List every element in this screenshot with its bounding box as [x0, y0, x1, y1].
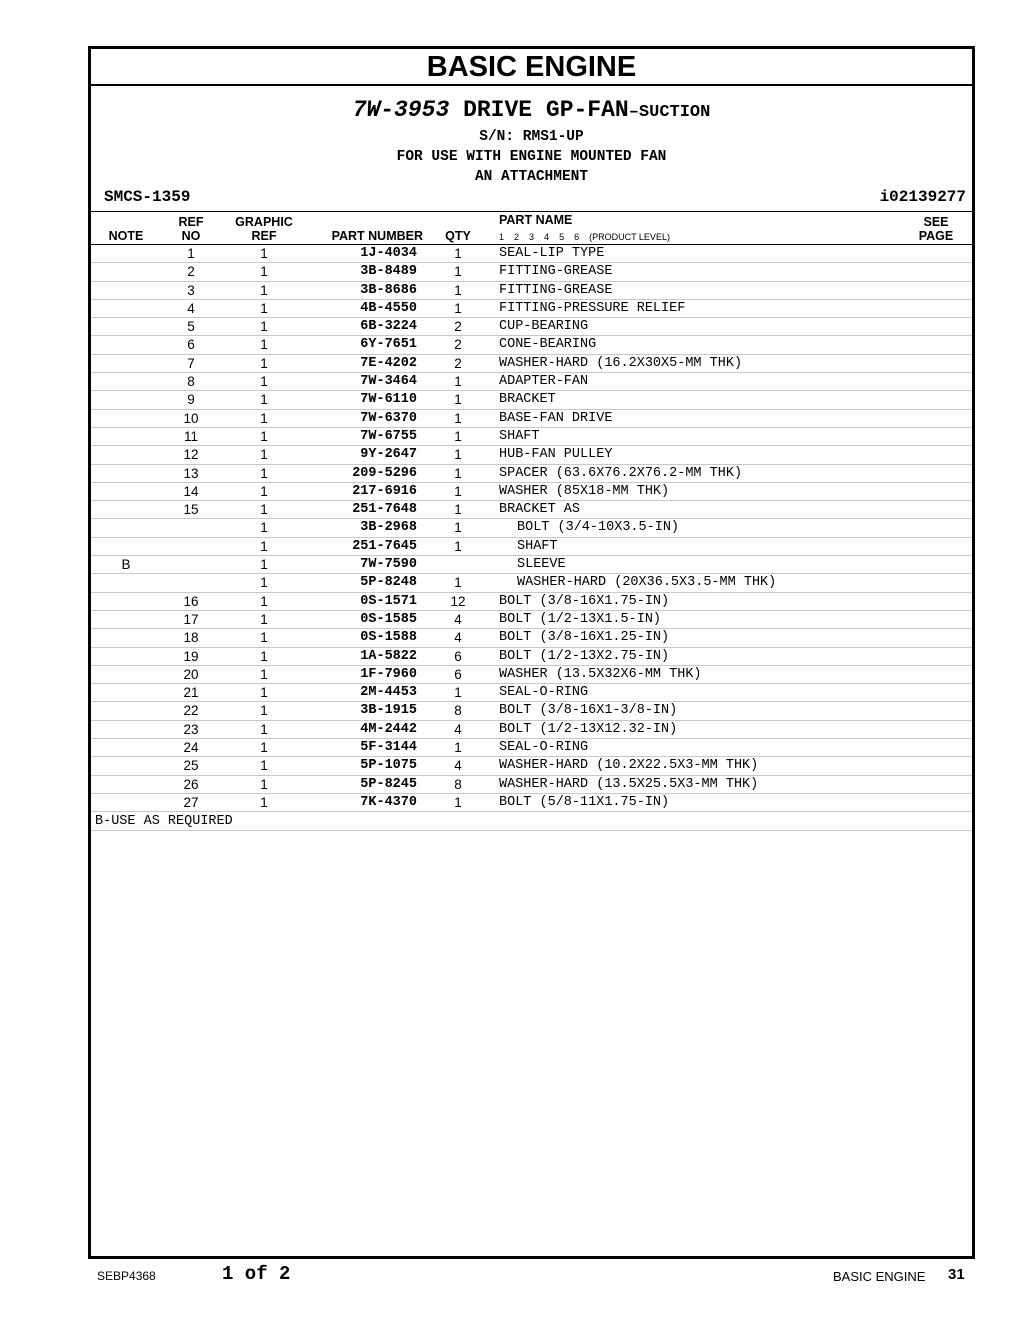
- group-title: [91, 96, 972, 127]
- cell-graphic-ref: 1: [260, 483, 268, 499]
- cell-graphic-ref: 1: [260, 703, 268, 719]
- cell-part-name: BOLT (3/4-10X3.5-IN): [517, 520, 680, 536]
- cell-qty: 1: [454, 374, 462, 390]
- table-row: [91, 483, 972, 501]
- header-part-number: PART NUMBER: [331, 229, 423, 243]
- table-row: [91, 391, 972, 409]
- cell-part-name: SLEEVE: [517, 557, 566, 573]
- cell-part-name: BRACKET AS: [499, 502, 581, 518]
- cell-graphic-ref: 1: [260, 355, 268, 371]
- cell-qty: 8: [454, 703, 462, 719]
- table-row: [91, 757, 972, 775]
- cell-part-name: FITTING-PRESSURE RELIEF: [499, 300, 686, 316]
- cell-part-name: BOLT (3/8-16X1.75-IN): [499, 593, 670, 609]
- table-row: [91, 794, 972, 812]
- group-part-number: 7W-3953: [352, 97, 450, 123]
- footer-section: BASIC ENGINE: [833, 1269, 926, 1284]
- cell-graphic-ref: 1: [260, 246, 268, 261]
- header-see-line1: SEE: [923, 215, 949, 229]
- cell-qty: 1: [454, 465, 462, 481]
- cell-graphic-ref: 1: [260, 520, 268, 536]
- cell-part-name: SHAFT: [499, 428, 540, 444]
- serial-number: S/N: RMS1-UP: [479, 129, 584, 145]
- cell-ref-no: 13: [183, 465, 199, 481]
- cell-graphic-ref: 1: [260, 557, 268, 573]
- page-frame: [88, 46, 975, 1259]
- cell-ref-no: 12: [183, 447, 199, 463]
- header-ref-no: [165, 215, 217, 243]
- cell-part-number: 0S-1571: [360, 593, 417, 609]
- header-graphic-line1: GRAPHIC: [235, 215, 293, 229]
- table-row: [91, 428, 972, 446]
- cell-part-name: WASHER-HARD (16.2X30X5-MM THK): [499, 355, 743, 371]
- cell-part-number: 7W-6755: [360, 428, 417, 444]
- cell-qty: 1: [454, 447, 462, 463]
- cell-part-number: 0S-1588: [360, 630, 417, 646]
- cell-part-name: SHAFT: [517, 538, 558, 554]
- header-ref-no-line2: NO: [181, 229, 201, 243]
- table-row: [91, 519, 972, 537]
- cell-ref-no: 14: [183, 483, 199, 499]
- cell-ref-no: 9: [187, 392, 195, 408]
- table-row: [91, 355, 972, 373]
- cell-part-name: BOLT (1/2-13X2.75-IN): [499, 648, 670, 664]
- cell-part-name: SEAL-O-RING: [499, 740, 589, 756]
- cell-part-name: HUB-FAN PULLEY: [499, 447, 613, 463]
- cell-graphic-ref: 1: [260, 611, 268, 627]
- table-row: [91, 702, 972, 720]
- page-footer: [0, 1262, 1020, 1292]
- usage-line-2: AN ATTACHMENT: [474, 169, 589, 185]
- cell-part-number: 1F-7960: [360, 666, 417, 682]
- cell-graphic-ref: 1: [260, 721, 268, 737]
- cell-part-number: 5P-1075: [360, 758, 417, 774]
- cell-qty: 8: [454, 776, 462, 792]
- cell-graphic-ref: 1: [260, 337, 268, 353]
- cell-ref-no: 5: [187, 319, 195, 335]
- cell-graphic-ref: 1: [260, 648, 268, 664]
- column-headers: [91, 212, 972, 245]
- cell-graphic-ref: 1: [260, 575, 268, 591]
- header-graphic-ref: [227, 215, 301, 243]
- cell-graphic-ref: 1: [260, 392, 268, 408]
- cell-part-number: 7K-4370: [360, 794, 417, 810]
- cell-qty: 1: [454, 740, 462, 756]
- cell-ref-no: 23: [183, 721, 199, 737]
- header-ref-no-line1: REF: [178, 215, 204, 229]
- table-row: [91, 739, 972, 757]
- cell-part-number: 1A-5822: [360, 648, 417, 664]
- cell-ref-no: 10: [183, 410, 199, 426]
- cell-ref-no: 16: [183, 593, 199, 609]
- cell-part-number: 9Y-2647: [360, 447, 417, 463]
- table-row: [91, 465, 972, 483]
- table-row: [91, 501, 972, 519]
- cell-qty: 1: [454, 428, 462, 444]
- cell-graphic-ref: 1: [260, 593, 268, 609]
- illustration-id: i02139277: [879, 188, 966, 206]
- cell-ref-no: 18: [183, 630, 199, 646]
- table-row: [91, 574, 972, 592]
- cell-ref-no: 27: [183, 794, 199, 810]
- cell-graphic-ref: 1: [260, 794, 268, 810]
- level-4: 4: [544, 232, 550, 242]
- cell-qty: 1: [454, 520, 462, 536]
- cell-qty: 1: [454, 282, 462, 298]
- cell-part-name: FITTING-GREASE: [499, 282, 613, 298]
- header-product-levels: [499, 230, 680, 244]
- cell-note: B: [121, 557, 131, 573]
- header-qty: QTY: [445, 229, 471, 243]
- cell-part-number: 0S-1585: [360, 611, 417, 627]
- table-row: [91, 446, 972, 464]
- cell-qty: 1: [454, 794, 462, 810]
- smcs-row: [91, 182, 972, 212]
- cell-part-name: BOLT (1/2-13X1.5-IN): [499, 611, 662, 627]
- header-graphic-line2: REF: [251, 229, 277, 243]
- group-suffix: –SUCTION: [628, 103, 711, 122]
- cell-qty: 1: [454, 300, 462, 316]
- cell-part-name: WASHER-HARD (20X36.5X3.5-MM THK): [517, 575, 777, 591]
- cell-part-number: 6B-3224: [360, 319, 417, 335]
- cell-ref-no: 1: [187, 246, 195, 261]
- cell-part-number: 7W-6110: [360, 392, 417, 408]
- cell-ref-no: 11: [183, 428, 198, 444]
- cell-graphic-ref: 1: [260, 282, 268, 298]
- cell-qty: 6: [454, 666, 462, 682]
- cell-part-number: 3B-8489: [360, 264, 417, 280]
- cell-ref-no: 8: [187, 374, 195, 390]
- cell-ref-no: 17: [183, 611, 199, 627]
- table-row: [91, 282, 972, 300]
- cell-qty: 1: [454, 502, 462, 518]
- level-6: 6: [574, 232, 580, 242]
- cell-part-name: ADAPTER-FAN: [499, 374, 589, 390]
- table-row: [91, 593, 972, 611]
- cell-part-name: WASHER (13.5X32X6-MM THK): [499, 666, 702, 682]
- cell-part-number: 5P-8248: [360, 575, 417, 591]
- parts-table-body: [91, 245, 972, 812]
- cell-ref-no: 20: [183, 666, 199, 682]
- level-5: 5: [559, 232, 565, 242]
- table-row: [91, 556, 972, 574]
- cell-qty: 1: [454, 483, 462, 499]
- cell-qty: 1: [454, 685, 462, 701]
- page-number: 31: [948, 1266, 965, 1283]
- cell-ref-no: 2: [187, 264, 195, 280]
- cell-part-name: BRACKET: [499, 392, 556, 408]
- cell-part-number: 251-7648: [352, 502, 417, 518]
- cell-qty: 2: [454, 319, 462, 335]
- cell-part-number: 4B-4550: [360, 300, 417, 316]
- cell-ref-no: 19: [183, 648, 199, 664]
- cell-qty: 4: [454, 611, 462, 627]
- cell-graphic-ref: 1: [260, 776, 268, 792]
- cell-part-number: 7E-4202: [360, 355, 417, 371]
- cell-part-number: 3B-1915: [360, 703, 417, 719]
- cell-qty: 1: [454, 264, 462, 280]
- cell-qty: 4: [454, 721, 462, 737]
- table-row: [91, 776, 972, 794]
- cell-ref-no: 21: [183, 685, 199, 701]
- cell-ref-no: 25: [183, 758, 199, 774]
- table-row: [91, 666, 972, 684]
- cell-ref-no: 24: [183, 740, 199, 756]
- cell-qty: 12: [450, 593, 466, 609]
- cell-qty: 4: [454, 630, 462, 646]
- cell-part-name: SPACER (63.6X76.2X76.2-MM THK): [499, 465, 743, 481]
- cell-qty: 6: [454, 648, 462, 664]
- table-row: [91, 410, 972, 428]
- cell-graphic-ref: 1: [260, 685, 268, 701]
- cell-graphic-ref: 1: [260, 538, 268, 554]
- document-number: SEBP4368: [97, 1269, 156, 1283]
- cell-graphic-ref: 1: [260, 740, 268, 756]
- cell-ref-no: 7: [187, 355, 195, 371]
- cell-ref-no: 26: [183, 776, 199, 792]
- cell-part-number: 2M-4453: [360, 685, 417, 701]
- table-row: [91, 684, 972, 702]
- section-title: BASIC ENGINE: [91, 49, 972, 86]
- cell-part-name: SEAL-O-RING: [499, 685, 589, 701]
- cell-part-number: 217-6916: [352, 483, 417, 499]
- cell-qty: 4: [454, 758, 462, 774]
- cell-ref-no: 15: [183, 502, 199, 518]
- cell-graphic-ref: 1: [260, 428, 268, 444]
- cell-graphic-ref: 1: [260, 410, 268, 426]
- cell-part-name: BASE-FAN DRIVE: [499, 410, 613, 426]
- cell-graphic-ref: 1: [260, 465, 268, 481]
- page-of: 1 of 2: [222, 1263, 291, 1285]
- cell-part-number: 5F-3144: [360, 740, 417, 756]
- cell-qty: 1: [454, 538, 462, 554]
- cell-part-number: 6Y-7651: [360, 337, 417, 353]
- cell-qty: 1: [454, 410, 462, 426]
- cell-qty: 1: [454, 246, 462, 261]
- group-name: DRIVE GP-FAN: [463, 97, 629, 123]
- cell-part-name: WASHER-HARD (13.5X25.5X3-MM THK): [499, 776, 759, 792]
- cell-part-number: 1J-4034: [360, 246, 417, 261]
- cell-qty: 2: [454, 337, 462, 353]
- cell-ref-no: 22: [183, 703, 199, 719]
- cell-part-number: 251-7645: [352, 538, 417, 554]
- cell-part-number: 4M-2442: [360, 721, 417, 737]
- cell-graphic-ref: 1: [260, 502, 268, 518]
- table-row: [91, 648, 972, 666]
- cell-part-name: BOLT (1/2-13X12.32-IN): [499, 721, 678, 737]
- cell-qty: 1: [454, 575, 462, 591]
- cell-graphic-ref: 1: [260, 319, 268, 335]
- table-row: [91, 318, 972, 336]
- cell-graphic-ref: 1: [260, 630, 268, 646]
- table-row: [91, 629, 972, 647]
- cell-part-name: CONE-BEARING: [499, 337, 597, 353]
- cell-graphic-ref: 1: [260, 666, 268, 682]
- cell-part-number: 7W-3464: [360, 374, 417, 390]
- cell-graphic-ref: 1: [260, 447, 268, 463]
- cell-qty: 1: [454, 392, 462, 408]
- cell-part-number: 3B-2968: [360, 520, 417, 536]
- table-row: [91, 263, 972, 281]
- table-row: [91, 245, 972, 263]
- footnote: B-USE AS REQUIRED: [91, 812, 972, 831]
- cell-graphic-ref: 1: [260, 300, 268, 316]
- cell-part-name: SEAL-LIP TYPE: [499, 246, 605, 261]
- header-see-line2: PAGE: [918, 229, 954, 243]
- usage-line-1: FOR USE WITH ENGINE MOUNTED FAN: [396, 149, 667, 165]
- cell-part-name: WASHER (85X18-MM THK): [499, 483, 670, 499]
- header-part-name: PART NAME: [499, 213, 573, 227]
- cell-part-name: BOLT (5/8-11X1.75-IN): [499, 794, 670, 810]
- level-caption: (PRODUCT LEVEL): [589, 232, 670, 242]
- cell-part-name: CUP-BEARING: [499, 319, 589, 335]
- table-row: [91, 373, 972, 391]
- level-3: 3: [529, 232, 535, 242]
- level-1: 1: [499, 232, 505, 242]
- table-row: [91, 721, 972, 739]
- table-row: [91, 611, 972, 629]
- cell-graphic-ref: 1: [260, 264, 268, 280]
- cell-ref-no: 4: [187, 300, 195, 316]
- cell-qty: 2: [454, 355, 462, 371]
- cell-part-name: BOLT (3/8-16X1.25-IN): [499, 630, 670, 646]
- header-note: NOTE: [108, 229, 144, 243]
- cell-ref-no: 3: [187, 282, 195, 298]
- table-row: [91, 300, 972, 318]
- cell-part-number: 209-5296: [352, 465, 417, 481]
- smcs-code: SMCS-1359: [104, 188, 191, 206]
- cell-part-name: BOLT (3/8-16X1-3/8-IN): [499, 703, 678, 719]
- table-row: [91, 336, 972, 354]
- cell-graphic-ref: 1: [260, 758, 268, 774]
- level-2: 2: [514, 232, 520, 242]
- cell-part-number: 7W-6370: [360, 410, 417, 426]
- cell-ref-no: 6: [187, 337, 195, 353]
- group-header: [91, 86, 972, 185]
- cell-part-name: WASHER-HARD (10.2X22.5X3-MM THK): [499, 758, 759, 774]
- cell-part-name: FITTING-GREASE: [499, 264, 613, 280]
- cell-part-number: 7W-7590: [360, 557, 417, 573]
- cell-graphic-ref: 1: [260, 374, 268, 390]
- cell-part-number: 3B-8686: [360, 282, 417, 298]
- table-row: [91, 538, 972, 556]
- cell-part-number: 5P-8245: [360, 776, 417, 792]
- header-see-page: [906, 215, 966, 243]
